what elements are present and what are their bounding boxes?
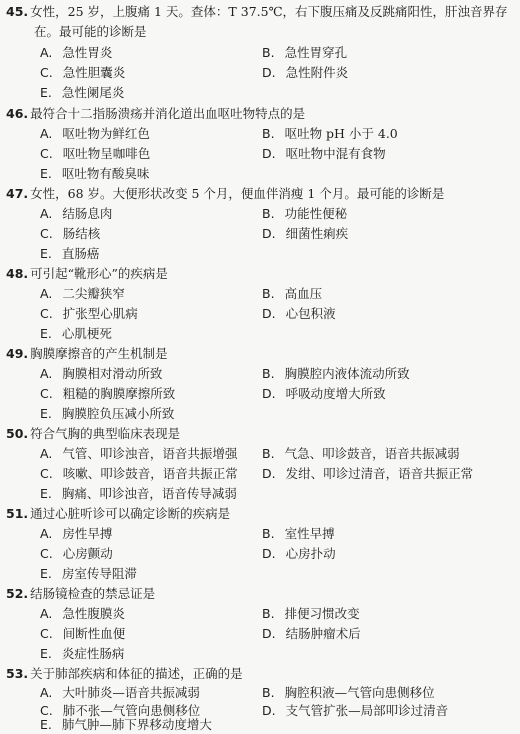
option-letter: C.: [40, 466, 53, 481]
option-letter: C.: [40, 306, 53, 321]
option-d: [262, 65, 348, 81]
option-letter: B.: [262, 206, 275, 221]
option-letter: B.: [262, 446, 275, 461]
option-text: 室性早搏: [284, 526, 335, 541]
option-text: 胸膜相对滑动所致: [62, 366, 163, 381]
option-letter: D.: [262, 306, 276, 321]
question-number: 51.: [6, 506, 29, 521]
option-letter: C.: [40, 65, 53, 80]
option-text: 肠结核: [62, 226, 101, 241]
option-letter: E.: [40, 566, 52, 581]
option-letter: A.: [40, 685, 53, 700]
question-number: 50.: [6, 426, 29, 441]
option-text: 急性胃穿孔: [284, 45, 348, 60]
option-letter: D.: [262, 626, 276, 641]
option-letter: B.: [262, 366, 275, 381]
option-letter: E.: [40, 166, 52, 181]
option-e: [40, 566, 137, 582]
option-letter: E.: [40, 326, 52, 341]
question-text: 胸膜摩擦音的产生机制是: [30, 346, 168, 361]
option-letter: C.: [40, 546, 53, 561]
option-letter: B.: [262, 286, 275, 301]
question-text: 女性，68 岁。大便形状改变 5 个月，便血伴消瘦 1 个月。最可能的诊断是: [30, 186, 445, 201]
question-number: 49.: [6, 346, 29, 361]
question-stem: [6, 186, 514, 202]
question-number: 45.: [6, 4, 29, 19]
option-b: [262, 366, 410, 382]
option-c: [40, 65, 125, 81]
option-b: [262, 446, 460, 462]
option-a: [40, 126, 150, 142]
option-text: 呕吐物为鲜红色: [62, 126, 150, 141]
option-letter: A.: [40, 526, 53, 541]
option-letter: A.: [40, 606, 53, 621]
option-a: [40, 45, 112, 61]
question-stem: [6, 4, 514, 20]
option-text: 急性附件炎: [285, 65, 349, 80]
option-c: [40, 146, 150, 162]
option-e: [40, 85, 124, 101]
question-text: 最符合十二指肠溃疡并消化道出血呕吐物特点的是: [30, 106, 306, 121]
option-text: 气管、叩诊浊音，语音共振增强: [62, 446, 238, 461]
question-text: 结肠镜检查的禁忌证是: [30, 586, 156, 601]
option-letter: D.: [262, 146, 276, 161]
option-a: [40, 526, 112, 542]
option-text: 结肠息肉: [62, 206, 113, 221]
option-letter: E.: [40, 406, 52, 421]
option-c: [40, 306, 138, 322]
option-text: 心肌梗死: [61, 326, 112, 341]
option-letter: A.: [40, 206, 53, 221]
option-text: 呕吐物有酸臭味: [61, 166, 150, 181]
question-stem: [6, 586, 514, 602]
option-letter: D.: [262, 65, 276, 80]
option-text: 排便习惯改变: [284, 606, 360, 621]
option-b: [262, 206, 347, 222]
option-text: 急性腹膜炎: [62, 606, 125, 621]
option-letter: B.: [262, 606, 275, 621]
option-text: 粗糙的胸膜摩擦所致: [62, 386, 176, 401]
option-text: 细菌性痢疾: [285, 226, 349, 241]
option-c: [40, 466, 238, 482]
option-text: 急性胃炎: [62, 45, 113, 60]
option-d: [262, 546, 336, 562]
option-letter: C.: [40, 146, 53, 161]
question-stem: [6, 266, 514, 282]
option-c: [40, 386, 175, 402]
option-text: 心房扑动: [285, 546, 336, 561]
option-letter: B.: [262, 126, 275, 141]
question-text: 可引起“靴形心”的疾病是: [30, 266, 168, 281]
option-e: [40, 486, 237, 502]
option-d: [262, 703, 448, 719]
option-text: 房性早搏: [62, 526, 113, 541]
question-number: 48.: [6, 266, 29, 281]
option-text: 功能性便秘: [284, 206, 348, 221]
option-b: [262, 286, 322, 302]
option-e: [40, 717, 212, 733]
question-number: 47.: [6, 186, 29, 201]
option-letter: D.: [262, 226, 276, 241]
option-letter: C.: [40, 703, 53, 718]
question-stem: [6, 106, 514, 122]
option-text: 胸痛、叩诊浊音，语音传导减弱: [61, 486, 237, 501]
option-letter: C.: [40, 386, 53, 401]
option-a: [40, 206, 112, 222]
option-letter: D.: [262, 466, 276, 481]
option-text: 胸膜腔负压减小所致: [61, 406, 175, 421]
option-text: 大叶肺炎—语音共振减弱: [62, 685, 200, 700]
option-b: [262, 685, 435, 701]
option-letter: E.: [40, 85, 52, 100]
question-stem: [6, 426, 514, 442]
option-text: 房室传导阻滞: [61, 566, 137, 581]
question-text: 通过心脏听诊可以确定诊断的疾病是: [30, 506, 231, 521]
option-letter: C.: [40, 226, 53, 241]
option-a: [40, 366, 162, 382]
option-letter: A.: [40, 45, 53, 60]
option-letter: C.: [40, 626, 53, 641]
question-stem: [6, 346, 514, 362]
option-a: [40, 446, 237, 462]
question-number: 53.: [6, 666, 29, 681]
option-d: [262, 386, 386, 402]
option-text: 二尖瓣狭窄: [62, 286, 125, 301]
question-stem: [6, 666, 514, 682]
option-letter: A.: [40, 286, 53, 301]
option-text: 支气管扩张—局部叩诊过清音: [285, 703, 449, 718]
option-c: [40, 626, 125, 642]
option-d: [262, 626, 361, 642]
option-text: 呼吸动度增大所致: [285, 386, 386, 401]
option-text: 肺气肿—肺下界移动度增大: [61, 717, 212, 732]
option-text: 发绀、叩诊过清音，语音共振正常: [285, 466, 474, 481]
option-c: [40, 546, 113, 562]
option-letter: A.: [40, 366, 53, 381]
option-b: [262, 526, 335, 542]
option-text: 胸膜腔内液体流动所致: [284, 366, 410, 381]
option-d: [262, 466, 473, 482]
option-a: [40, 685, 200, 701]
option-letter: D.: [262, 386, 276, 401]
option-b: [262, 45, 347, 61]
question-stem: [6, 506, 514, 522]
option-text: 炎症性肠病: [61, 646, 125, 661]
option-text: 呕吐物中混有食物: [285, 146, 386, 161]
option-letter: B.: [262, 685, 275, 700]
option-text: 急性胆囊炎: [62, 65, 126, 80]
option-text: 呕吐物 pH 小于 4.0: [284, 126, 398, 141]
option-text: 高血压: [284, 286, 323, 301]
option-letter: B.: [262, 526, 275, 541]
question-stem-continued: 在。最可能的诊断是: [34, 24, 147, 39]
option-letter: D.: [262, 703, 276, 718]
option-d: [262, 226, 348, 242]
option-b: [262, 126, 398, 142]
option-c: [40, 226, 100, 242]
question-text: 女性，25 岁，上腹痛 1 天。查体：T 37.5℃，右下腹压痛及反跳痛阳性，肝浊音界存: [30, 4, 508, 19]
option-text: 扩张型心肌病: [62, 306, 138, 321]
option-text: 结肠肿瘤术后: [285, 626, 361, 641]
option-letter: E.: [40, 646, 52, 661]
option-text: 气急、叩诊鼓音，语音共振减弱: [284, 446, 460, 461]
option-letter: E.: [40, 486, 52, 501]
option-text: 胸腔积液—气管向患侧移位: [284, 685, 435, 700]
option-text: 呕吐物呈咖啡色: [62, 146, 151, 161]
question-text: 符合气胸的典型临床表现是: [30, 426, 181, 441]
option-e: [40, 646, 124, 662]
option-text: 急性阑尾炎: [61, 85, 125, 100]
option-d: [262, 146, 386, 162]
option-e: [40, 166, 149, 182]
option-a: [40, 286, 125, 302]
option-e: [40, 326, 112, 342]
option-a: [40, 606, 125, 622]
option-letter: E.: [40, 246, 52, 261]
option-text: 咳嗽、叩诊鼓音，语音共振正常: [62, 466, 238, 481]
option-e: [40, 246, 99, 262]
option-d: [262, 306, 336, 322]
option-letter: D.: [262, 546, 276, 561]
option-letter: E.: [40, 717, 52, 732]
option-letter: A.: [40, 446, 53, 461]
option-text: 心房颤动: [62, 546, 113, 561]
option-text: 心包积液: [285, 306, 336, 321]
question-text: 关于肺部疾病和体征的描述，正确的是: [30, 666, 243, 681]
option-text: 直肠癌: [61, 246, 100, 261]
question-number: 46.: [6, 106, 29, 121]
option-b: [262, 606, 360, 622]
option-text: 间断性血便: [62, 626, 126, 641]
option-e: [40, 406, 174, 422]
option-text: 肺不张—气管向患侧移位: [62, 703, 201, 718]
option-letter: A.: [40, 126, 53, 141]
question-number: 52.: [6, 586, 29, 601]
option-letter: B.: [262, 45, 275, 60]
